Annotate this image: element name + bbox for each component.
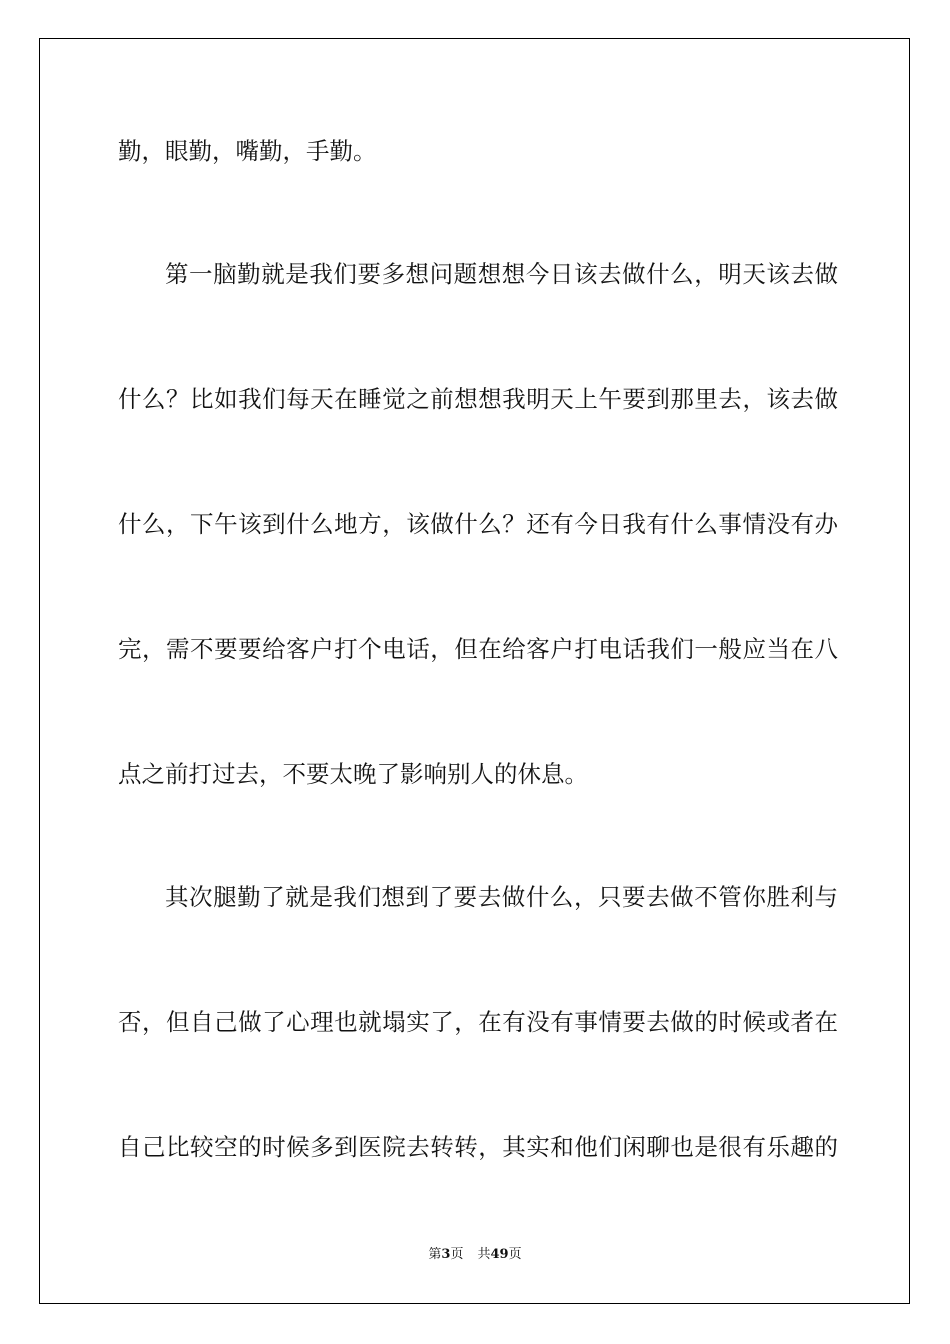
page-prefix: 第 <box>428 1247 442 1262</box>
text-line: 点之前打过去，不要太晚了影响别人的休息。 <box>118 760 588 788</box>
total-prefix: 共 <box>477 1247 491 1262</box>
total-pages: 49 <box>490 1247 509 1262</box>
text-line: 否，但自己做了心理也就塌实了，在有没有事情要去做的时候或者在 <box>118 1008 838 1036</box>
page-footer <box>0 1246 950 1264</box>
page-border <box>39 38 910 1304</box>
text-line: 什么？比如我们每天在睡觉之前想想我明天上午要到那里去，该去做 <box>118 385 838 413</box>
page-number: 3 <box>441 1247 451 1262</box>
text-line: 完，需不要要给客户打个电话，但在给客户打电话我们一般应当在八 <box>118 635 838 663</box>
total-suffix: 页 <box>508 1247 522 1262</box>
text-line: 自己比较空的时候多到医院去转转，其实和他们闲聊也是很有乐趣的 <box>118 1133 838 1161</box>
text-line: 勤，眼勤，嘴勤，手勤。 <box>118 137 377 165</box>
text-line: 其次腿勤了就是我们想到了要去做什么，只要去做不管你胜利与 <box>165 883 838 911</box>
text-line: 第一脑勤就是我们要多想问题想想今日该去做什么，明天该去做 <box>165 260 838 288</box>
text-line: 什么，下午该到什么地方，该做什么？还有今日我有什么事情没有办 <box>118 510 838 538</box>
page-suffix: 页 <box>450 1247 464 1262</box>
